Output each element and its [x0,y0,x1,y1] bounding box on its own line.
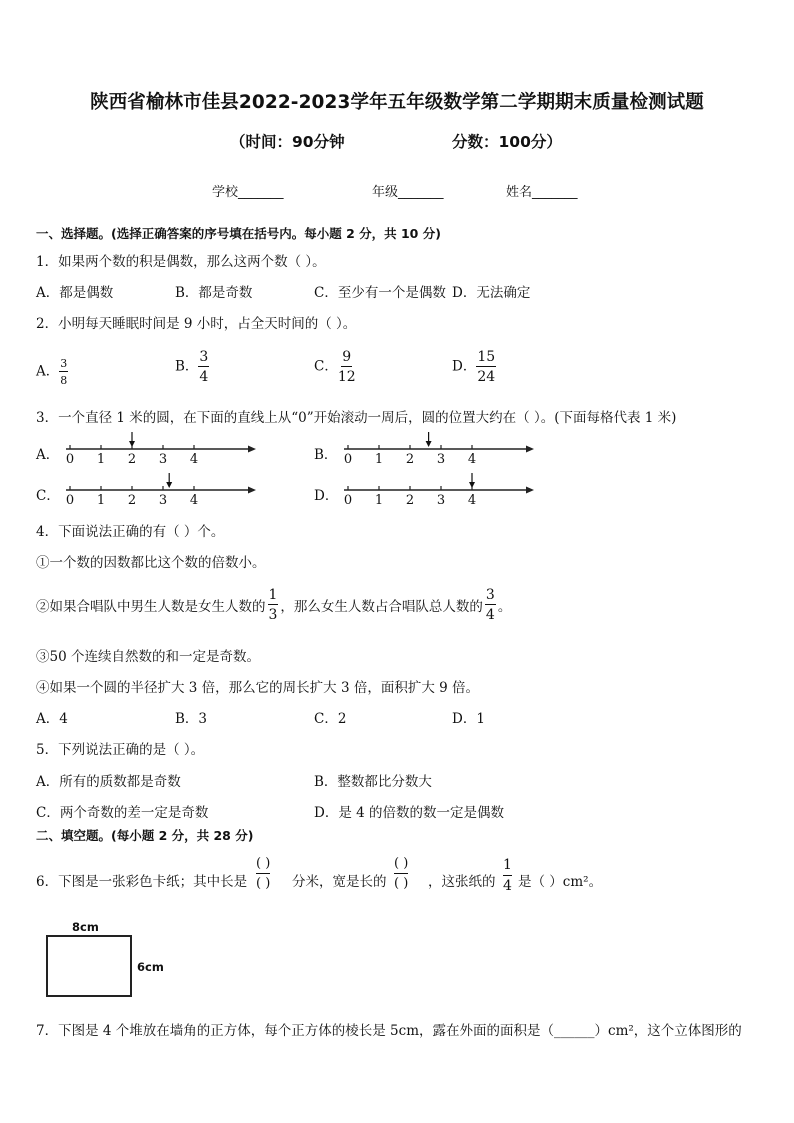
blank-numerator: ( ) [394,857,408,874]
blank-fraction-length [256,857,270,890]
option-c-label: C． [314,358,338,375]
position-arrow-icon [426,441,432,447]
fraction-numerator: 1 [503,858,512,876]
fraction-denominator: 4 [503,878,512,894]
question-5-option-a: A．所有的质数都是奇数 [36,774,181,790]
number-line-tick-label: 0 [65,493,75,508]
number-line-tick-label: 3 [158,493,168,508]
option-d-label: D． [452,358,477,375]
option-b-label: B． [175,358,199,375]
fraction-denominator: 4 [485,607,495,623]
question-1-option-d: D．无法确定 [452,285,531,301]
number-line-tick-label: 4 [189,493,199,508]
color-card-rectangle [46,935,132,997]
number-line-tick-label: 2 [405,452,415,467]
statement-2-text: ，那么女生人数占合唱队总人数的 [280,599,483,615]
fraction-denominator: 12 [337,369,356,385]
number-line-c [60,471,260,511]
school-field: 学校_______ [212,185,284,200]
fraction-numerator: 9 [342,349,352,365]
number-line-tick-label: 3 [158,452,168,467]
question-2-stem: 2．小明每天睡眠时间是 9 小时，占全天时间的（ ）。 [36,316,357,332]
blank-denominator: ( ) [394,876,409,891]
number-line-a [60,430,260,470]
question-2-option-b [175,350,209,384]
number-line-tick-label: 3 [436,493,446,508]
rectangle-height-label: 6cm [137,960,164,974]
statement-2-text: ②如果合唱队中男生人数是女生人数的 [36,599,266,615]
section-heading-fill: 二、填空题。(每小题 2 分，共 28 分) [36,828,254,843]
position-arrow-icon [129,441,135,447]
question-2-option-a [36,358,68,386]
question-3-option-b-label: B． [314,447,338,463]
fraction-numerator: 3 [60,357,68,370]
number-line-tick-label: 4 [467,493,477,508]
question-4-stem: 4．下面说法正确的有（ ）个。 [36,524,225,540]
number-line-tick-label: 0 [343,452,353,467]
grade-field: 年级_______ [372,185,444,200]
question-5-option-d: D．是 4 的倍数的数一定是偶数 [314,805,504,821]
number-line-tick-label: 1 [96,493,106,508]
blank-denominator: ( ) [256,876,271,891]
question-7-stem: 7．下图是 4 个堆放在墙角的正方体，每个正方体的棱长是 5cm，露在外面的面积是（______）cm²，这个立体图形的 [36,1023,742,1039]
fraction-denominator: 3 [268,607,278,623]
number-line-tick-label: 1 [374,493,384,508]
fraction-denominator: 4 [199,369,209,385]
fraction-3-8 [59,358,68,386]
option-a-label: A． [36,363,60,380]
number-line-tick-label: 3 [436,452,446,467]
name-field: 姓名_______ [506,185,578,200]
question-1-stem: 1．如果两个数的积是偶数，那么这两个数（ ）。 [36,254,326,270]
number-line-arrowhead-icon [526,487,534,494]
section-heading-choice: 一、选择题。(选择正确答案的序号填在括号内。每小题 2 分，共 10 分) [36,226,441,241]
question-3-option-d-label: D． [314,488,339,504]
question-5-stem: 5．下列说法正确的是（ ）。 [36,742,205,758]
number-line-tick-label: 0 [65,452,75,467]
number-line-tick-label: 1 [96,452,106,467]
question-4-option-c: C．2 [314,711,347,727]
question-1-option-a: A．都是偶数 [36,285,114,301]
fraction-3-4 [485,588,496,622]
question-6-stem-mid2: ，这张纸的 [428,874,496,890]
rectangle-width-label: 8cm [72,920,99,934]
number-line-tick-label: 4 [189,452,199,467]
fraction-3-4 [198,350,209,384]
time-limit: （时间：90分钟 [230,133,345,151]
question-2-option-c [314,350,356,384]
question-3-option-a-label: A． [36,447,60,463]
fraction-numerator: 1 [268,587,278,603]
fraction-15-24 [476,350,496,384]
number-line-arrowhead-icon [526,446,534,453]
number-line-arrowhead-icon [248,487,256,494]
question-5-option-b: B．整数都比分数大 [314,774,432,790]
question-4-option-b: B．3 [175,711,208,727]
number-line-tick-label: 1 [374,452,384,467]
number-line-tick-label: 4 [467,452,477,467]
number-line-b [338,430,538,470]
question-4-statement-2 [36,588,511,622]
number-line-tick-label: 2 [127,493,137,508]
number-line-tick-label: 2 [405,493,415,508]
question-4-option-d: D．1 [452,711,485,727]
fraction-9-12 [338,350,356,384]
fraction-numerator: 15 [477,349,496,365]
question-2-option-d [452,350,496,384]
question-1-option-c: C．至少有一个是偶数 [314,285,446,301]
question-6-stem-end: 是（ ）cm²。 [518,874,603,890]
question-4-statement-4: ④如果一个圆的半径扩大 3 倍，那么它的周长扩大 3 倍，面积扩大 9 倍。 [36,680,480,696]
blank-numerator: ( ) [256,857,270,874]
blank-fraction-width [394,857,408,890]
question-4-statement-1: ①一个数的因数都比这个数的倍数小。 [36,555,266,571]
position-arrow-icon [469,482,475,488]
number-line-arrowhead-icon [248,446,256,453]
number-line-d [338,471,538,511]
question-5-option-c: C．两个奇数的差一定是奇数 [36,805,209,821]
statement-2-text: 。 [497,599,512,615]
fraction-denominator: 24 [477,369,496,385]
question-4-statement-3: ③50 个连续自然数的和一定是奇数。 [36,649,260,665]
question-4-option-a: A．4 [36,711,68,727]
page-title: 陕西省榆林市佳县2022-2023学年五年级数学第二学期期末质量检测试题 [90,92,704,113]
number-line-tick-label: 0 [343,493,353,508]
position-arrow-icon [166,482,172,488]
fraction-1-4 [503,858,512,893]
question-6-stem-start: 6．下图是一张彩色卡纸；其中长是 [36,874,248,890]
number-line-tick-label: 2 [127,452,137,467]
question-3-stem: 3．一个直径 1 米的圆，在下面的直线上从“0”开始滚动一周后，圆的位置大约在（ ）。(下面每格代表 1 米) [36,410,677,426]
fraction-1-3 [268,588,279,622]
question-1-option-b: B．都是奇数 [175,285,253,301]
total-score: 分数：100分） [452,133,562,151]
question-3-option-c-label: C． [36,488,60,504]
fraction-numerator: 3 [199,349,209,365]
fraction-numerator: 3 [485,587,495,603]
fraction-denominator: 8 [60,374,68,387]
question-6-stem-mid1: 分米，宽是长的 [292,874,387,890]
